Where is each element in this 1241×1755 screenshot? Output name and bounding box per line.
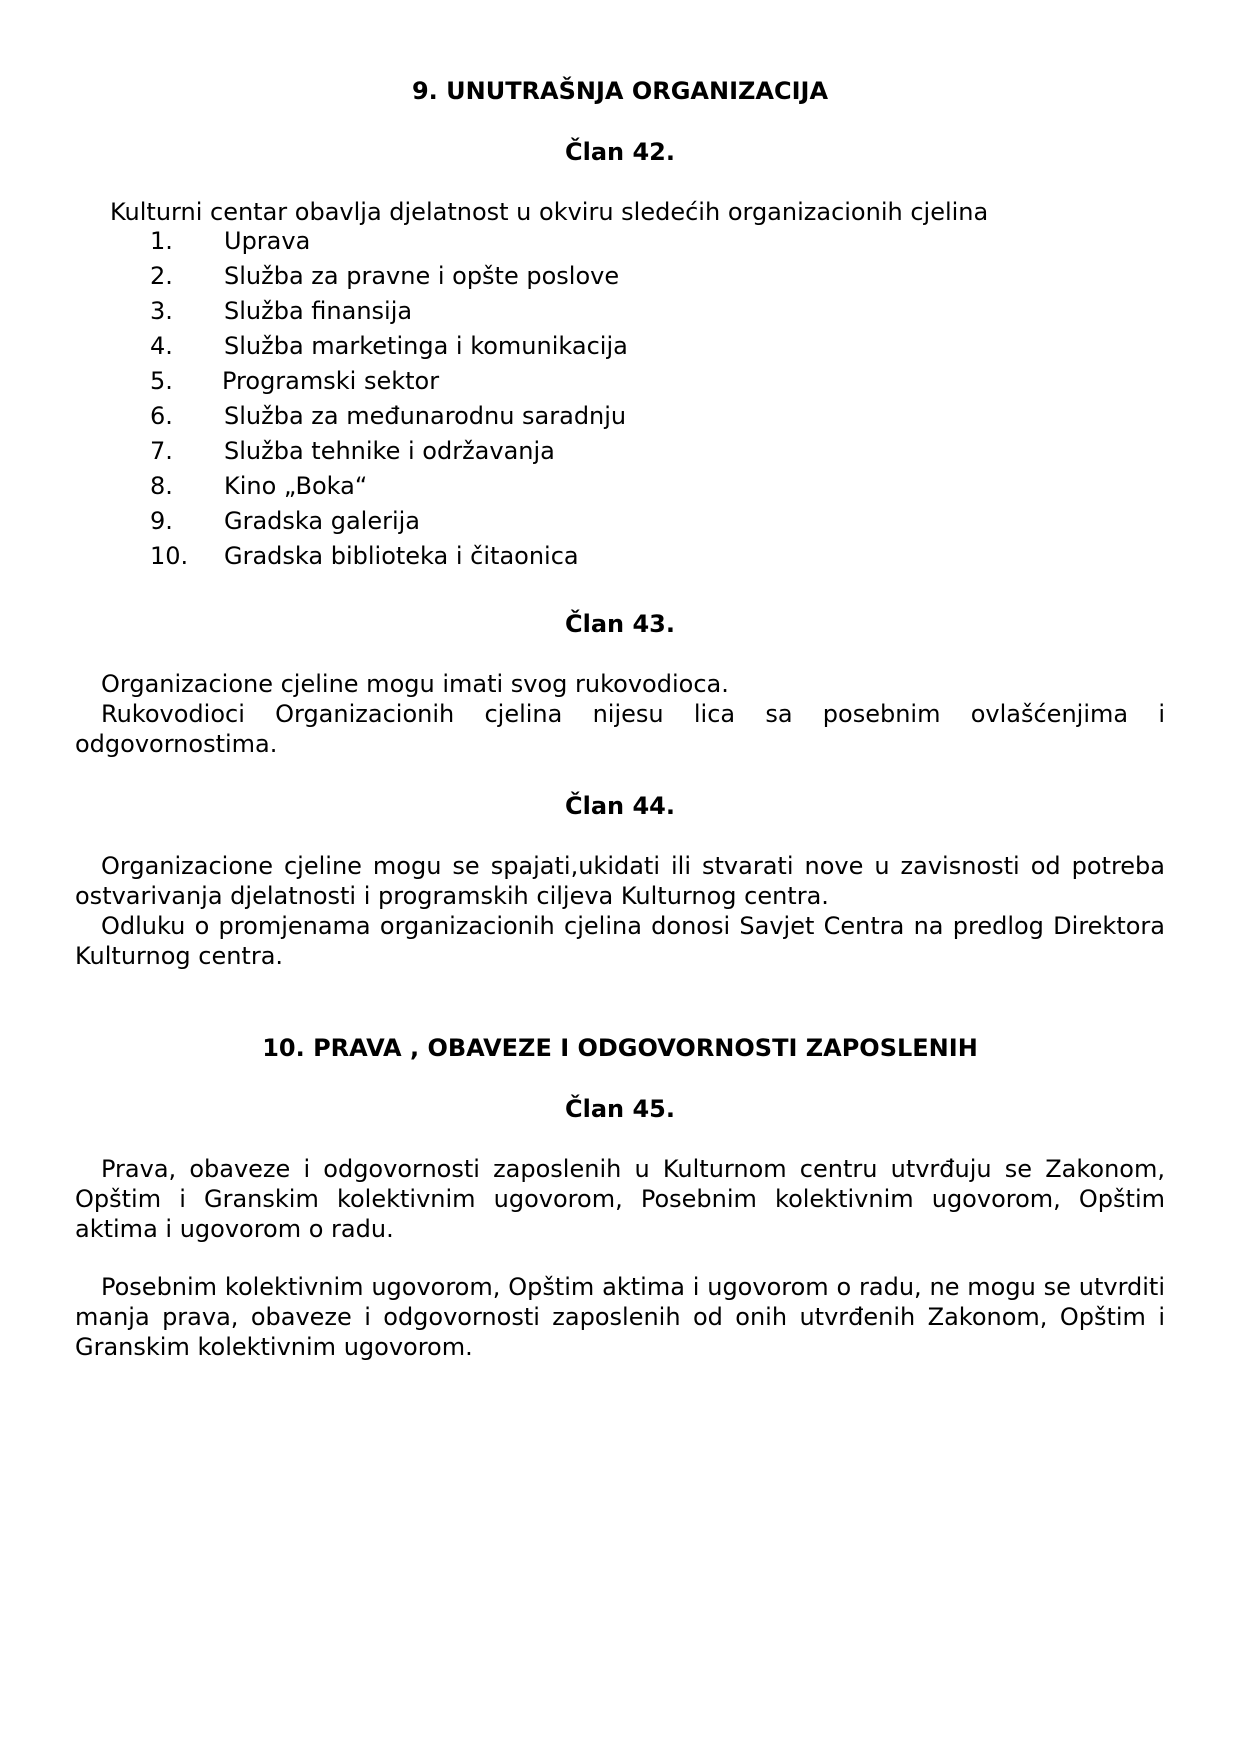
- article-44-paragraph-1: Organizacione cjeline mogu se spajati,ukidati ili stvarati nove u zavisnosti od potreba ostvarivanja djelatnosti i programskih ciljeva Kulturnog centra.: [75, 852, 1165, 910]
- list-item-text: Kino „Boka“: [224, 472, 368, 500]
- list-item-text: Služba finansija: [224, 297, 413, 325]
- list-item-text: Služba za međunarodnu saradnju: [224, 402, 627, 430]
- article-title-43: Član 43.: [565, 610, 675, 638]
- list-item-number: 2.: [150, 262, 173, 290]
- list-item-number: 8.: [150, 472, 173, 500]
- article-43-paragraph-2: Rukovodioci Organizacionih cjelina nijesu lica sa posebnim ovlašćenjima i odgovornostima.: [75, 700, 1165, 758]
- article-title-44: Član 44.: [565, 792, 675, 820]
- section-title-10: 10. PRAVA , OBAVEZE I ODGOVORNOSTI ZAPOSLENIH: [262, 1034, 978, 1062]
- list-item-text: Gradska galerija: [224, 507, 421, 535]
- article-43-paragraph-1: Organizacione cjeline mogu imati svog rukovodioca.: [101, 670, 729, 698]
- list-item-number: 6.: [150, 402, 173, 430]
- section-title-9: 9. UNUTRAŠNJA ORGANIZACIJA: [411, 77, 829, 105]
- article-title-42: Član 42.: [565, 138, 675, 166]
- list-item-text: Služba tehnike i održavanja: [224, 437, 555, 465]
- article-45-paragraph-2: Posebnim kolektivnim ugovorom, Opštim aktima i ugovorom o radu, ne mogu se utvrditi manja prava, obaveze i odgovornosti zaposlenih od onih utvrđenih Zakonom, Opštim i Granskim kolektivnim ugovorom.: [75, 1273, 1165, 1361]
- article-44-paragraph-2: Odluku o promjenama organizacionih cjelina donosi Savjet Centra na predlog Direktora Kulturnog centra.: [75, 912, 1165, 970]
- list-item-text: Služba marketinga i komunikacija: [224, 332, 628, 360]
- list-item-text: Uprava: [224, 227, 311, 255]
- article-title-45: Član 45.: [565, 1095, 675, 1123]
- list-item-number: 1.: [150, 227, 173, 255]
- list-item-number: 9.: [150, 507, 173, 535]
- list-item-number: 3.: [150, 297, 173, 325]
- list-item-number: 10.: [150, 542, 189, 570]
- list-item-text: Gradska biblioteka i čitaonica: [224, 542, 579, 570]
- list-item-number: 7.: [150, 437, 173, 465]
- list-item-text: Služba za pravne i opšte poslove: [224, 262, 620, 290]
- list-item-text: Programski sektor: [222, 367, 440, 395]
- article-45-paragraph-1: Prava, obaveze i odgovornosti zaposlenih u Kulturnom centru utvrđuju se Zakonom, Opštim i Granskim kolektivnim ugovorom, Posebnim kolektivnim ugovorom, Opštim aktima i ugovorom o radu.: [75, 1155, 1165, 1243]
- list-item-number: 4.: [150, 332, 173, 360]
- article-42-intro: Kulturni centar obavlja djelatnost u okviru sledećih organizacionih cjelina: [110, 198, 989, 226]
- list-item-number: 5.: [150, 367, 173, 395]
